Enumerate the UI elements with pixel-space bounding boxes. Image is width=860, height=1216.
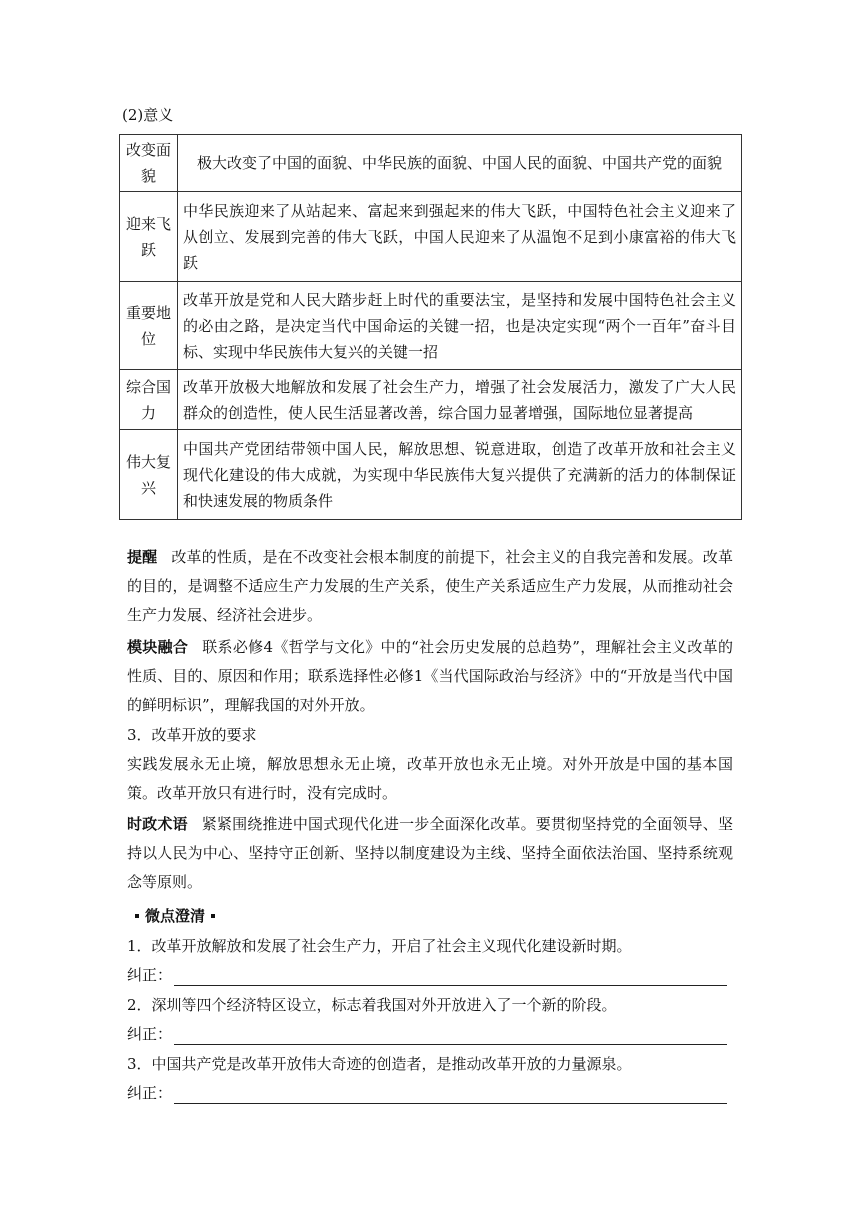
- square-bullet-icon: [211, 914, 215, 918]
- requirements-text: 实践发展永无止境，解放思想永无止境，改革开放也永无止境。对外开放是中国的基本国策。改革开放只有进行时，没有完成时。: [127, 755, 733, 802]
- row-value: 极大改变了中国的面貌、中华民族的面貌、中国人民的面貌、中国共产党的面貌: [178, 135, 742, 192]
- policy-term-paragraph: [127, 810, 733, 897]
- correction-label: 纠正：: [127, 1084, 173, 1102]
- module-fusion-label: 模块融合: [127, 638, 189, 656]
- row-value: 中华民族迎来了从站起来、富起来到强起来的伟大飞跃，中国特色社会主义迎来了从创立、发展到完善的伟大飞跃，中国人民迎来了从温饱不足到小康富裕的伟大飞跃: [178, 192, 742, 282]
- correction-field-2[interactable]: [127, 1023, 727, 1045]
- reminder-paragraph: [127, 543, 733, 630]
- table-row: [120, 370, 742, 430]
- module-fusion-paragraph: [127, 633, 733, 720]
- table-row: [120, 192, 742, 282]
- clarification-heading: [129, 905, 221, 927]
- clarification-title: 微点澄清: [145, 907, 206, 925]
- row-key: 改变面貌: [120, 135, 178, 192]
- reminder-text: 改革的性质，是在不改变社会根本制度的前提下，社会主义的自我完善和发展。改革的目的，是调整不适应生产力发展的生产关系，使生产关系适应生产力发展，从而推动社会生产力发展、经济社会进步。: [127, 548, 733, 624]
- correction-label: 纠正：: [127, 966, 173, 984]
- requirements-heading: 3．改革开放的要求: [127, 726, 257, 744]
- answer-line[interactable]: [174, 1088, 727, 1104]
- row-key: 综合国力: [120, 370, 178, 430]
- square-bullet-icon: [135, 914, 139, 918]
- module-fusion-text: 联系必修4《哲学与文化》中的“社会历史发展的总趋势”，理解社会主义改革的性质、目的、原因和作用；联系选择性必修1《当代国际政治与经济》中的“开放是当代中国的鲜明标识”，理解我国的对外开放。: [127, 638, 733, 714]
- meaning-table: [119, 134, 742, 520]
- question-1: 1．改革开放解放和发展了社会生产力，开启了社会主义现代化建设新时期。: [127, 937, 632, 955]
- correction-label: 纠正：: [127, 1025, 173, 1043]
- row-value: 中国共产党团结带领中国人民，解放思想、锐意进取，创造了改革开放和社会主义现代化建设的伟大成就，为实现中华民族伟大复兴提供了充满新的活力的体制保证和快速发展的物质条件: [178, 430, 742, 520]
- row-value: 改革开放极大地解放和发展了社会生产力，增强了社会发展活力，激发了广大人民群众的创造性，使人民生活显著改善，综合国力显著增强，国际地位显著提高: [178, 370, 742, 430]
- section-title: (2)意义: [122, 106, 174, 124]
- question-3: 3．中国共产党是改革开放伟大奇迹的创造者，是推动改革开放的力量源泉。: [127, 1055, 632, 1073]
- policy-term-text: 紧紧围绕推进中国式现代化进一步全面深化改革。要贯彻坚持党的全面领导、坚持以人民为中心、坚持守正创新、坚持以制度建设为主线、坚持全面依法治国、坚持系统观念等原则。: [127, 815, 733, 891]
- question-2: 2．深圳等四个经济特区设立，标志着我国对外开放进入了一个新的阶段。: [127, 996, 617, 1014]
- policy-term-label: 时政术语: [127, 815, 188, 833]
- answer-line[interactable]: [174, 970, 727, 986]
- correction-field-3[interactable]: [127, 1082, 727, 1104]
- correction-field-1[interactable]: [127, 964, 727, 986]
- table-row: [120, 282, 742, 370]
- row-value: 改革开放是党和人民大踏步赶上时代的重要法宝，是坚持和发展中国特色社会主义的必由之路，是决定当代中国命运的关键一招，也是决定实现“两个一百年”奋斗目标、实现中华民族伟大复兴的关键一招: [178, 282, 742, 370]
- reminder-label: 提醒: [127, 548, 158, 566]
- row-key: 伟大复兴: [120, 430, 178, 520]
- row-key: 迎来飞跃: [120, 192, 178, 282]
- answer-line[interactable]: [174, 1029, 727, 1045]
- table-row: [120, 135, 742, 192]
- row-key: 重要地位: [120, 282, 178, 370]
- table-row: [120, 430, 742, 520]
